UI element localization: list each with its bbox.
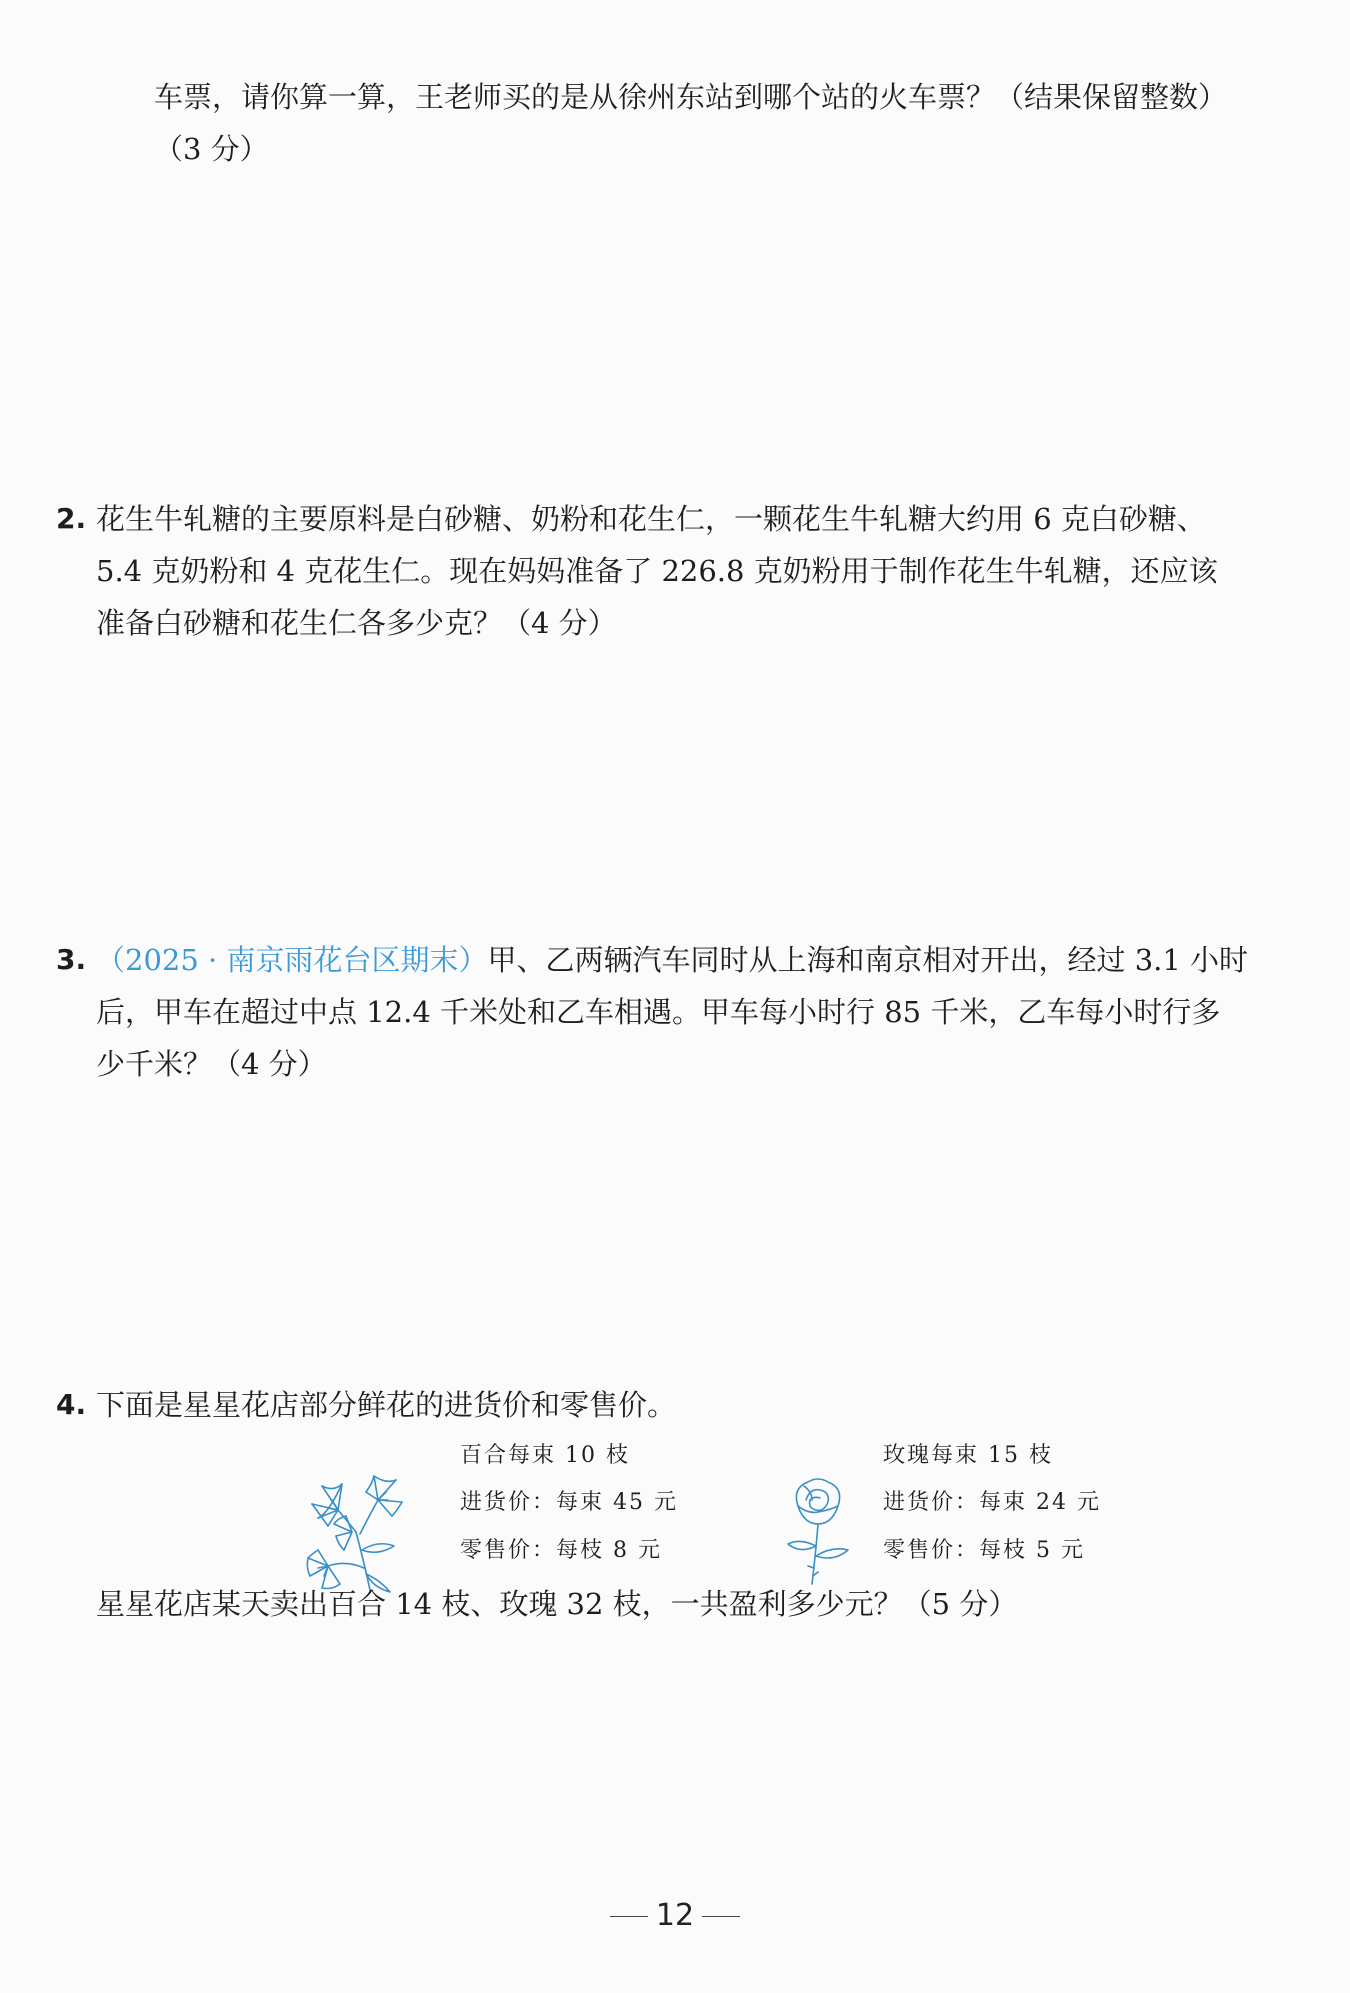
q2-text-line-1: 花生牛轧糖的主要原料是白砂糖、奶粉和花生仁，一颗花生牛轧糖大约用 6 克白砂糖、 <box>96 502 1206 536</box>
q2-number: 2. <box>56 502 87 535</box>
lily-retail-price: 零售价：每枝 8 元 <box>460 1538 662 1563</box>
q3-number: 3. <box>56 943 87 976</box>
page-number-value: 12 <box>655 1898 695 1933</box>
lily-purchase-price: 进货价：每束 45 元 <box>460 1490 678 1515</box>
page-number-left-dash <box>610 1916 648 1917</box>
q4-question: 星星花店某天卖出百合 14 枝、玫瑰 32 枝，一共盈利多少元？（5 分） <box>96 1587 1018 1621</box>
q3-text-line-1-rest: 甲、乙两辆汽车同时从上海和南京相对开出，经过 3.1 小时 <box>487 943 1249 977</box>
q1-text-line-2: （3 分） <box>154 132 269 166</box>
page-number <box>0 1896 1350 1936</box>
rose-icon <box>782 1474 854 1588</box>
q1-text-line-1: 车票，请你算一算，王老师买的是从徐州东站到哪个站的火车票？（结果保留整数） <box>154 80 1228 114</box>
q3-source-tag: （2025 · 南京雨花台区期末） <box>96 943 488 977</box>
lily-bundle-info: 百合每束 10 枝 <box>460 1443 630 1468</box>
q3-text-line-2: 后，甲车在超过中点 12.4 千米处和乙车相遇。甲车每小时行 85 千米，乙车每小时行多 <box>96 995 1221 1029</box>
q3-text-line-3: 少千米？（4 分） <box>96 1047 327 1081</box>
rose-retail-price: 零售价：每枝 5 元 <box>883 1538 1085 1563</box>
q4-number: 4. <box>56 1388 87 1421</box>
rose-bundle-info: 玫瑰每束 15 枝 <box>883 1443 1053 1468</box>
q3-text-line-1 <box>96 940 1248 980</box>
rose-purchase-price: 进货价：每束 24 元 <box>883 1490 1101 1515</box>
lily-icon <box>298 1470 410 1594</box>
q2-text-line-3: 准备白砂糖和花生仁各多少克？（4 分） <box>96 606 617 640</box>
q4-intro: 下面是星星花店部分鲜花的进货价和零售价。 <box>96 1388 677 1422</box>
page-number-right-dash <box>702 1916 740 1917</box>
q2-text-line-2: 5.4 克奶粉和 4 克花生仁。现在妈妈准备了 226.8 克奶粉用于制作花生牛轧糖，还应该 <box>96 554 1218 588</box>
